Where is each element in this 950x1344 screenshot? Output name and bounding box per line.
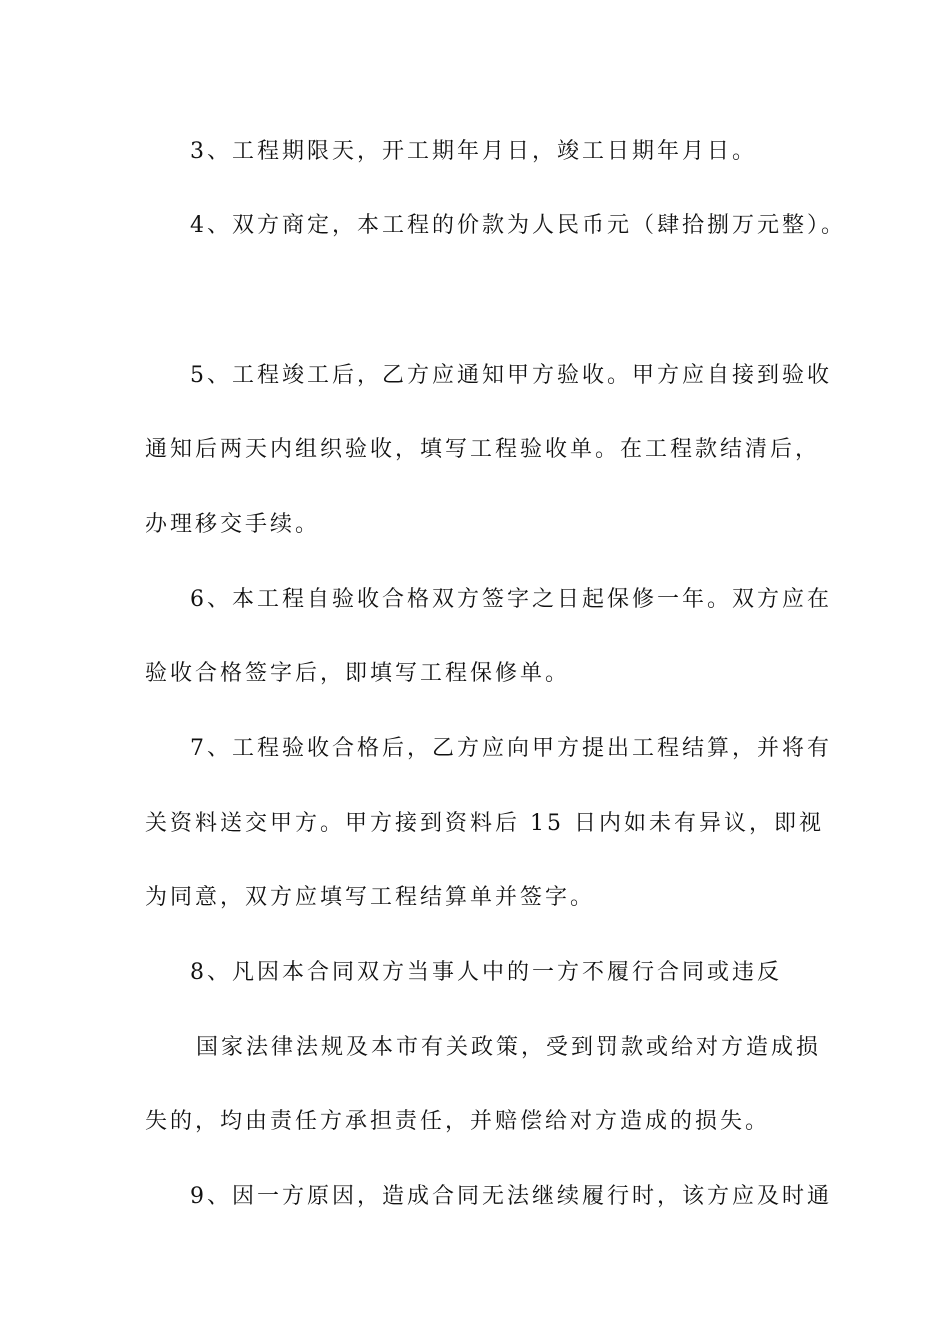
clause-6-line-1: 6、本工程自验收合格双方签字之日起保修一年。双方应在 bbox=[190, 587, 832, 612]
clause-8-line-3: 失的，均由责任方承担责任，并赔偿给对方造成的损失。 bbox=[145, 1109, 771, 1134]
clause-5-line-1: 5、工程竣工后，乙方应通知甲方验收。甲方应自接到验收 bbox=[190, 363, 832, 388]
clause-8-line-2: 国家法律法规及本市有关政策，受到罚款或给对方造成损 bbox=[196, 1035, 822, 1060]
clause-5-line-3: 办理移交手续。 bbox=[145, 512, 321, 537]
clause-7-line-1: 7、工程验收合格后，乙方应向甲方提出工程结算，并将有 bbox=[190, 736, 832, 761]
clause-3-line: 3、工程期限天，开工期年月日，竣工日期年月日。 bbox=[190, 139, 757, 164]
clause-7-line-2: 关资料送交甲方。甲方接到资料后 15 日内如未有异议，即视 bbox=[145, 811, 824, 836]
clause-9-line-1: 9、因一方原因，造成合同无法继续履行时，该方应及时通 bbox=[190, 1184, 832, 1209]
clause-8-line-1: 8、凡因本合同双方当事人中的一方不履行合同或违反 bbox=[190, 960, 782, 985]
clause-4-line: 4、双方商定，本工程的价款为人民币元（肆拾捌万元整）。 bbox=[190, 213, 846, 238]
clause-5-line-2: 通知后两天内组织验收，填写工程验收单。在工程款结清后， bbox=[145, 437, 821, 462]
clause-7-line-3: 为同意，双方应填写工程结算单并签字。 bbox=[145, 885, 596, 910]
clause-6-line-2: 验收合格签字后，即填写工程保修单。 bbox=[145, 661, 571, 686]
